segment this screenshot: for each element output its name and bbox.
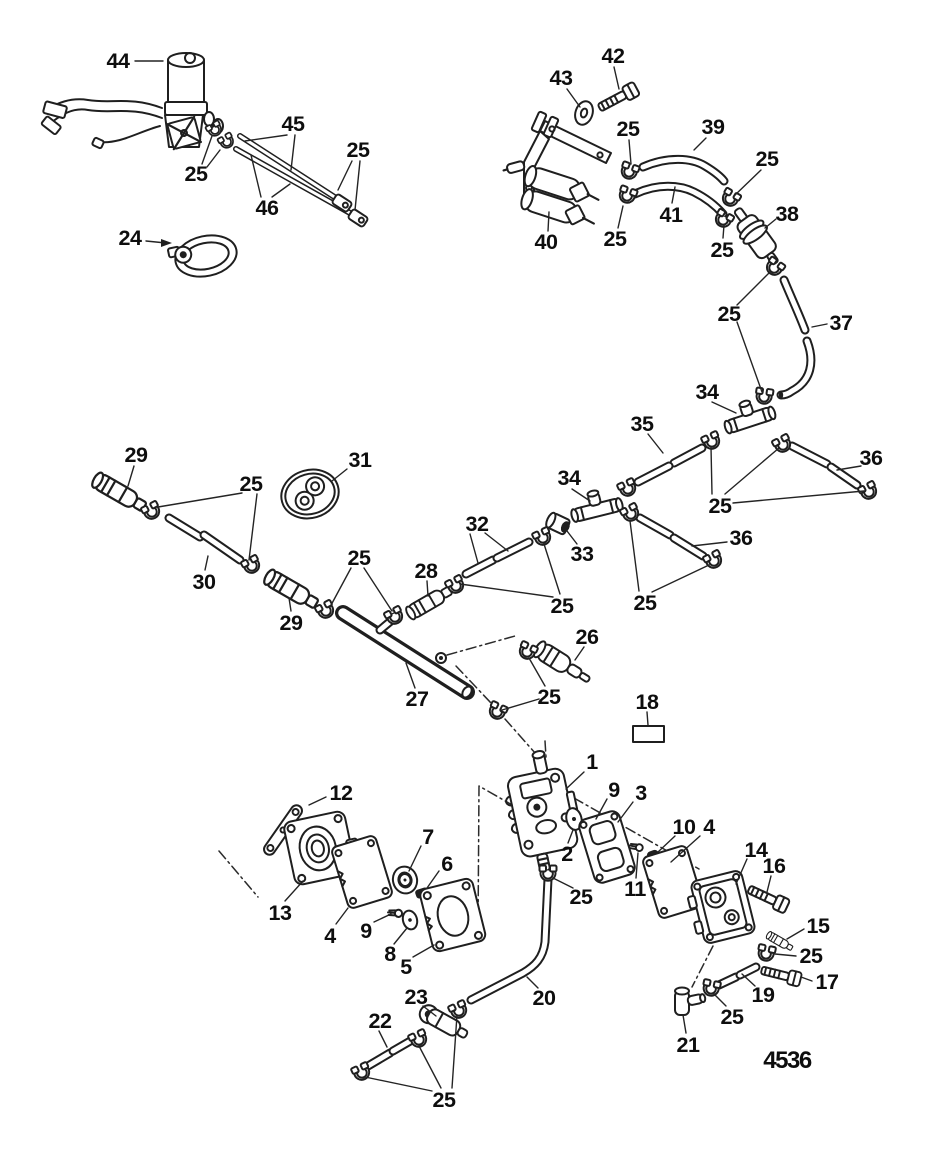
callout-23-63: 23 (404, 985, 428, 1009)
part-14-pump-base-shape (688, 896, 698, 909)
part-44-fuel-pump-assembly-shape (165, 102, 207, 115)
callout-9-40: 9 (608, 778, 620, 802)
callout-25-66: 25 (432, 1088, 456, 1112)
callout-22-64: 22 (368, 1009, 392, 1033)
leader-line-40 (548, 212, 549, 231)
callout-3-41: 3 (635, 781, 647, 805)
callout-13-48: 13 (268, 901, 292, 925)
callout-25-16: 25 (717, 302, 741, 326)
callout-33-23: 33 (570, 542, 594, 566)
callout-29-26: 29 (124, 443, 148, 467)
callout-6-51: 6 (441, 852, 453, 876)
callout-25-28: 25 (239, 472, 263, 496)
part-9-screw-b (388, 908, 403, 917)
callout-27-37: 27 (405, 687, 429, 711)
callout-25-8: 25 (616, 117, 640, 141)
part-18-decal (633, 726, 664, 742)
part-37-hose-shape (779, 392, 783, 399)
callout-2-42: 2 (561, 842, 573, 866)
callout-17-59: 17 (815, 970, 839, 994)
diagram-number: 4536 (763, 1047, 811, 1074)
callout-30-29: 30 (192, 570, 216, 594)
callout-11-45: 11 (624, 877, 646, 901)
callout-21-62: 21 (676, 1033, 700, 1057)
callout-37-17: 37 (829, 311, 853, 335)
callout-45-1: 45 (281, 112, 305, 136)
part-21-elbow-fitting-shape-shape (699, 994, 706, 1003)
callout-18-38: 18 (635, 690, 659, 714)
callout-10-43: 10 (672, 815, 696, 839)
callout-43-7: 43 (549, 66, 573, 90)
callout-19-60: 19 (751, 983, 775, 1007)
callout-25-25: 25 (633, 591, 657, 615)
callout-29-30: 29 (279, 611, 303, 635)
callout-24-5: 24 (118, 226, 142, 250)
callout-5-54: 5 (400, 955, 412, 979)
callout-20-65: 20 (532, 986, 556, 1010)
callout-26-35: 26 (575, 625, 599, 649)
callout-36-20: 36 (859, 446, 883, 470)
callout-34-18: 34 (695, 380, 719, 404)
callout-34-22: 34 (557, 466, 581, 490)
callout-46-4: 46 (255, 196, 279, 220)
callout-38-15: 38 (775, 202, 799, 226)
callout-25-10: 25 (755, 147, 779, 171)
callout-14-55: 14 (744, 838, 768, 862)
part-21-elbow-fitting-shape (675, 988, 689, 995)
callout-25-33: 25 (550, 594, 574, 618)
callout-25-14: 25 (710, 238, 734, 262)
leader-line-25 (723, 225, 724, 238)
callout-25-58: 25 (799, 944, 823, 968)
callout-25-36: 25 (537, 685, 561, 709)
callout-41-13: 41 (659, 203, 683, 227)
callout-4-49: 4 (324, 924, 336, 948)
callout-42-6: 42 (601, 44, 625, 68)
callout-32-34: 32 (465, 512, 489, 536)
callout-25-32: 25 (347, 546, 371, 570)
callout-25-2: 25 (346, 138, 370, 162)
callout-25-21: 25 (708, 494, 732, 518)
callout-28-31: 28 (414, 559, 438, 583)
callout-9-52: 9 (360, 919, 372, 943)
part-40-pump-bracket-shape-shape (504, 169, 508, 170)
callout-25-61: 25 (720, 1005, 744, 1029)
leader-line-25 (711, 447, 712, 494)
callout-40-11: 40 (534, 230, 558, 254)
callout-31-27: 31 (348, 448, 372, 472)
callout-36-24: 36 (729, 526, 753, 550)
callout-4-44: 4 (703, 815, 715, 839)
callout-25-12: 25 (603, 227, 627, 251)
callout-16-56: 16 (762, 854, 786, 878)
callout-25-3: 25 (184, 162, 208, 186)
callout-8-53: 8 (384, 942, 396, 966)
callout-39-9: 39 (701, 115, 725, 139)
part-27-fuel-rail-shape (439, 656, 443, 660)
callout-1-39: 1 (586, 750, 598, 774)
part-14-pump-base-shape (694, 921, 704, 934)
callout-12-47: 12 (329, 781, 353, 805)
callout-35-19: 35 (630, 412, 654, 436)
callout-7-50: 7 (422, 825, 434, 849)
callout-44-0: 44 (106, 49, 130, 73)
callout-25-46: 25 (569, 885, 593, 909)
leader-line-28 (427, 581, 428, 596)
callout-15-57: 15 (806, 914, 830, 938)
